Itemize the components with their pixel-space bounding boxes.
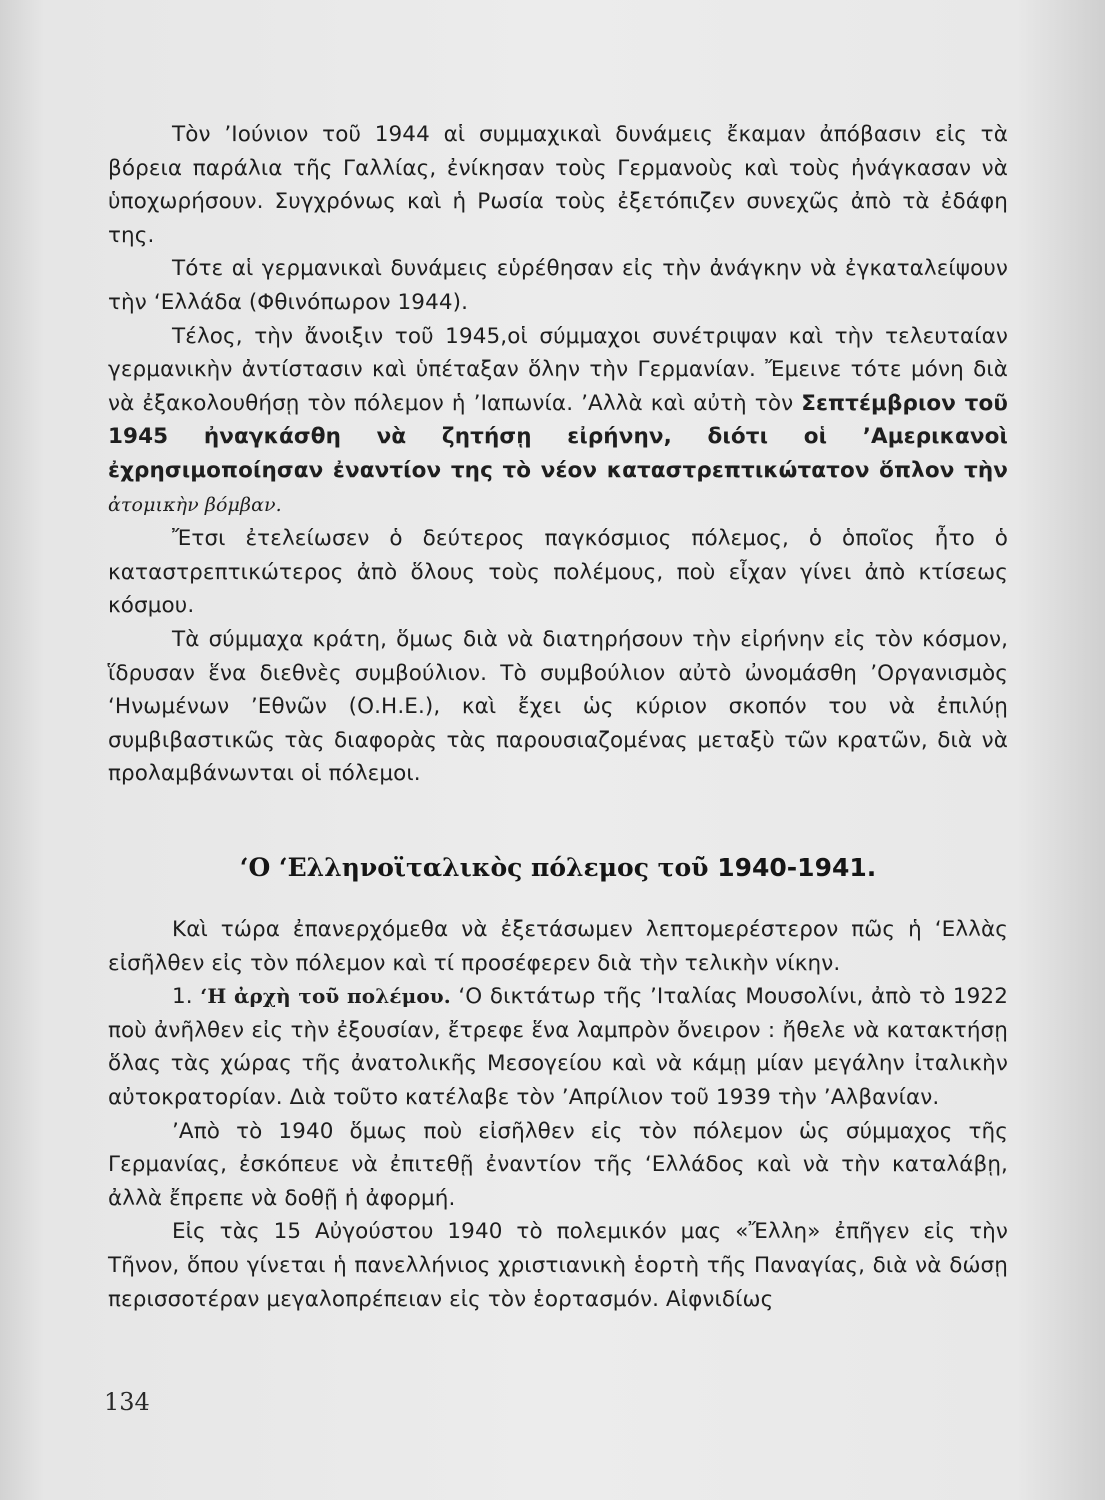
paragraph-end-of-war-bold: Σεπτέμβριον τοῦ 1945 ἠναγκάσθη νὰ ζητήσῃ εἰρήνην, διότι οἱ ’Αμερικανοὶ ἐχρησιμοποίησαν ἐναντίον της τὸ νέον καταστρεπτικώτατον ὅπλον τὴν [108, 390, 1008, 483]
section-heading-title: ‘Ο ‘Ελληνοϊταλικὸς πόλεμος τοῦ [239, 853, 709, 882]
body-text-bottom [108, 913, 1008, 1316]
paragraph-start-of-war [108, 980, 1008, 1114]
section-heading [108, 848, 1008, 888]
paragraph-intro-greece: Καὶ τώρα ἐπανερχόμεθα νὰ ἐξετάσωμεν λεπτομερέστερον πῶς ἡ ‘Ελλὰς εἰσῆλθεν εἰς τὸν πόλεμον καὶ τί προσέφερεν διὰ τὴν τελικὴν νίκην. [108, 917, 1008, 976]
page-number: 134 [104, 1388, 150, 1416]
paragraph-end-of-war-italic: ἀτομικὴν βόμβαν. [108, 493, 282, 516]
paragraph-start-of-war-text: ‘Ο δικτάτωρ τῆς ’Ιταλίας Μουσολίνι, ἀπὸ τὸ 1922 ποὺ ἀνῆλθεν εἰς τὴν ἐξουσίαν, ἔτρεφε ἕνα λαμπρὸν ὄνειρον : ἤθελε νὰ κατακτήσῃ ὅλας τὰς χώρας τῆς ἀνατολικῆς Μεσογείου καὶ νὰ κάμῃ μίαν μεγάλην ἰταλικὴν αὐτοκρατορίαν. Διὰ τοῦτο κατέλαβε τὸν ’Απρίλιον τοῦ 1939 τὴν ’Αλβανίαν. [108, 984, 1008, 1110]
paragraph-number: 1. [172, 984, 193, 1010]
paragraph-allied-landing: Τὸν ’Ιούνιον τοῦ 1944 αἱ συμμαχικαὶ δυνάμεις ἔκαμαν ἀπόβασιν εἰς τὰ βόρεια παράλια τῆς Γαλλίας, ἐνίκησαν τοὺς Γερμανοὺς καὶ τοὺς ἠνάγκασαν νὰ ὑποχωρήσουν. Συγχρόνως καὶ ἡ Ρωσία τοὺς ἐξετόπιζεν συνεχῶς ἀπὸ τὰ ἐδάφη της. [108, 122, 1008, 248]
paragraph-ww2-ended: Ἔτσι ἐτελείωσεν ὁ δεύτερος παγκόσμιος πόλεμος, ὁ ὁποῖος ἦτο ὁ καταστρεπτικώτερος ἀπὸ ὅλους τοὺς πολέμους, ποὺ εἶχαν γίνει ἀπὸ κτίσεως κόσμου. [108, 526, 1008, 619]
body-text-top [108, 118, 1008, 791]
paragraph-end-of-war-text: Τέλος, τὴν ἄνοιξιν τοῦ 1945,οἱ σύμμαχοι συνέτριψαν καὶ τὴν τελευταίαν γερμανικὴν ἀντίστασιν καὶ ὑπέταξαν ὅλην τὴν Γερμανίαν. Ἔμεινε τότε μόνη διὰ νὰ ἐξακολουθήσῃ τὸν πόλεμον ἡ ’Ιαπωνία. ’Αλλὰ καὶ αὐτὴ τὸν [108, 323, 1008, 416]
paragraph-un-founded: Τὰ σύμμαχα κράτη, ὅμως διὰ νὰ διατηρήσουν τὴν εἰρήνην εἰς τὸν κόσμον, ἵδρυσαν ἕνα διεθνὲς συμβούλιον. Τὸ συμβούλιον αὐτὸ ὠνομάσθη ’Οργανισμὸς ‘Ηνωμένων ’Εθνῶν (Ο.Η.Ε.), καὶ ἔχει ὡς κύριον σκοπόν του νὰ ἐπιλύῃ συμβιβαστικῶς τὰς διαφορὰς τὰς παρουσιαζομένας μεταξὺ τῶν κρατῶν, διὰ νὰ προλαμβάνωνται οἱ πόλεμοι. [108, 626, 1008, 787]
paragraph-elli-tinos: Εἰς τὰς 15 Αὐγούστου 1940 τὸ πολεμικόν μας «Ἔλλη» ἐπῆγεν εἰς τὴν Τῆνον, ὅπου γίνεται ἡ πανελλήνιος χριστιανικὴ ἑορτὴ τῆς Παναγίας, διὰ νὰ δώσῃ περισσοτέραν μεγαλοπρέπειαν εἰς τὸν ἑορτασμόν. Αἰφνιδίως [108, 1219, 1008, 1312]
paragraph-end-of-war [108, 320, 1008, 523]
paragraph-italian-plans: ’Απὸ τὸ 1940 ὅμως ποὺ εἰσῆλθεν εἰς τὸν πόλεμον ὡς σύμμαχος τῆς Γερμανίας, ἐσκόπευε νὰ ἐπιτεθῇ ἐναντίον τῆς ‘Ελλάδος καὶ νὰ τὴν καταλάβῃ, ἀλλὰ ἔπρεπε νὰ δοθῇ ἡ ἀφορμή. [108, 1118, 1008, 1211]
paragraph-german-withdrawal: Τότε αἱ γερμανικαὶ δυνάμεις εὑρέθησαν εἰς τὴν ἀνάγκην νὰ ἐγκαταλείψουν τὴν ‘Ελλάδα (Φθινόπωρον 1944). [108, 256, 1008, 315]
section-heading-years: 1940-1941. [717, 853, 877, 882]
paragraph-subheading: ‘Η ἀρχὴ τοῦ πολέμου. [200, 984, 451, 1009]
